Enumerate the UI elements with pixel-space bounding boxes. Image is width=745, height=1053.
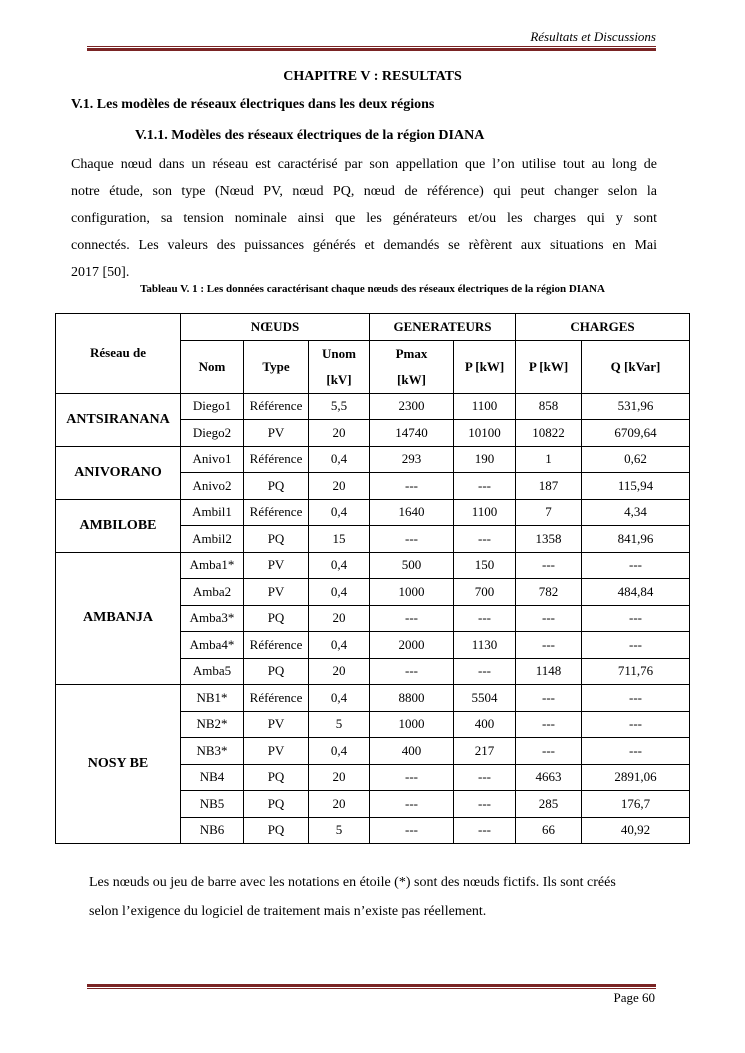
cell-type: PQ [244,658,309,685]
cell-unom: 0,4 [309,632,370,659]
chapter-title: CHAPITRE V : RESULTATS [283,69,462,84]
cell-q-load: 176,7 [582,791,690,818]
cell-type: PQ [244,526,309,553]
cell-p-load: --- [516,605,582,632]
paragraph-line: configuration, sa tension nominale ainsi que les générateurs et/ou les charges qui y sont [71,211,657,226]
cell-p-load: 187 [516,473,582,500]
cell-q-load: 115,94 [582,473,690,500]
cell-type: PV [244,738,309,765]
section-title: V.1. Les modèles de réseaux électriques dans les deux régions [71,97,435,112]
header-rule-thick [87,48,656,51]
cell-q-load: 0,62 [582,446,690,473]
cell-p-load: 285 [516,791,582,818]
cell-p-gen: 1100 [454,393,516,420]
cell-unom: 0,4 [309,685,370,712]
header-p-gen: P [kW] [454,340,516,393]
cell-nom: Anivo1 [181,446,244,473]
cell-unom: 20 [309,420,370,447]
cell-p-gen: 150 [454,552,516,579]
cell-unom: 0,4 [309,552,370,579]
table-row [56,685,690,712]
header-generateurs: GENERATEURS [370,314,516,341]
header-unom-unit: [kV] [326,371,352,387]
cell-q-load: 40,92 [582,817,690,844]
network-data-table [55,313,690,844]
cell-p-gen: 700 [454,579,516,606]
cell-unom: 5,5 [309,393,370,420]
cell-unom: 0,4 [309,499,370,526]
cell-nom: NB1* [181,685,244,712]
table-caption: Tableau V. 1 : Les données caractérisant chaque nœuds des réseaux électriques de la région DIANA [140,283,605,295]
header-noeuds: NŒUDS [181,314,370,341]
cell-pmax: 400 [370,738,454,765]
cell-q-load: --- [582,738,690,765]
cell-pmax: 14740 [370,420,454,447]
cell-unom: 0,4 [309,579,370,606]
table-row [56,499,690,526]
table-row [56,552,690,579]
header-pmax-label: Pmax [395,345,428,361]
cell-q-load: 6709,64 [582,420,690,447]
paragraph-line: 2017 [50]. [71,265,130,280]
cell-q-load: --- [582,552,690,579]
header-charges: CHARGES [516,314,690,341]
cell-p-gen: --- [454,658,516,685]
header-nom: Nom [181,340,244,393]
cell-type: Référence [244,393,309,420]
cell-pmax: 1000 [370,711,454,738]
table-row [56,446,690,473]
cell-type: PV [244,420,309,447]
paragraph-line: Chaque nœud dans un réseau est caractérisé par son appellation que l’on utilise tout au long de [71,157,657,172]
cell-type: PQ [244,791,309,818]
cell-pmax: 1000 [370,579,454,606]
table-body [56,393,690,844]
cell-p-load: 1358 [516,526,582,553]
cell-p-load: 10822 [516,420,582,447]
cell-pmax: --- [370,658,454,685]
cell-unom: 20 [309,764,370,791]
cell-p-load: --- [516,711,582,738]
cell-nom: Amba3* [181,605,244,632]
cell-p-load: 1 [516,446,582,473]
cell-type: Référence [244,499,309,526]
cell-p-gen: --- [454,526,516,553]
cell-q-load: 484,84 [582,579,690,606]
cell-p-gen: 1100 [454,499,516,526]
page-number: Page 60 [613,990,655,1005]
cell-pmax: 2000 [370,632,454,659]
cell-nom: Ambil1 [181,499,244,526]
cell-p-load: 858 [516,393,582,420]
cell-type: PV [244,711,309,738]
cell-p-gen: 217 [454,738,516,765]
cell-p-gen: --- [454,817,516,844]
cell-q-load: --- [582,711,690,738]
cell-type: Référence [244,446,309,473]
cell-p-load: 7 [516,499,582,526]
footnote-paragraph [89,868,657,926]
region-name: NOSY BE [56,685,181,844]
cell-unom: 0,4 [309,738,370,765]
cell-p-load: 4663 [516,764,582,791]
cell-nom: NB3* [181,738,244,765]
cell-nom: NB4 [181,764,244,791]
cell-p-gen: --- [454,764,516,791]
cell-type: Référence [244,685,309,712]
cell-p-gen: 5504 [454,685,516,712]
cell-p-load: 1148 [516,658,582,685]
subsection-title: V.1.1. Modèles des réseaux électriques de la région DIANA [135,128,485,143]
cell-type: PQ [244,473,309,500]
cell-type: PQ [244,817,309,844]
cell-pmax: --- [370,473,454,500]
cell-unom: 20 [309,473,370,500]
cell-p-gen: 190 [454,446,516,473]
header-unom [309,340,370,393]
cell-type: PV [244,552,309,579]
intro-paragraph [71,151,657,286]
cell-type: PQ [244,605,309,632]
cell-unom: 0,4 [309,446,370,473]
cell-q-load: --- [582,632,690,659]
header-type: Type [244,340,309,393]
region-name: ANTSIRANANA [56,393,181,446]
cell-pmax: --- [370,605,454,632]
cell-nom: Ambil2 [181,526,244,553]
header-reseau: Réseau de [56,314,181,394]
cell-pmax: --- [370,817,454,844]
region-name: AMBANJA [56,552,181,685]
cell-p-gen: --- [454,473,516,500]
cell-nom: Diego2 [181,420,244,447]
header-pmax-unit: [kW] [397,371,426,387]
cell-pmax: 2300 [370,393,454,420]
note-line: Les nœuds ou jeu de barre avec les notations en étoile (*) sont des nœuds fictifs. Ils sont créés [89,875,616,890]
cell-nom: Amba5 [181,658,244,685]
cell-p-gen: 1130 [454,632,516,659]
header-rule-thin [87,46,656,47]
cell-nom: Amba1* [181,552,244,579]
cell-p-load: 782 [516,579,582,606]
cell-pmax: --- [370,764,454,791]
header-p-load: P [kW] [516,340,582,393]
cell-nom: NB5 [181,791,244,818]
region-name: AMBILOBE [56,499,181,552]
cell-p-load: --- [516,632,582,659]
cell-q-load: 841,96 [582,526,690,553]
cell-unom: 15 [309,526,370,553]
cell-p-gen: 10100 [454,420,516,447]
cell-unom: 20 [309,791,370,818]
cell-p-load: --- [516,685,582,712]
cell-nom: Amba4* [181,632,244,659]
header-q-load: Q [kVar] [582,340,690,393]
cell-p-gen: 400 [454,711,516,738]
cell-q-load: 531,96 [582,393,690,420]
cell-p-gen: --- [454,605,516,632]
cell-q-load: 2891,06 [582,764,690,791]
cell-nom: Amba2 [181,579,244,606]
cell-pmax: 500 [370,552,454,579]
cell-pmax: 1640 [370,499,454,526]
cell-p-load: --- [516,738,582,765]
cell-nom: NB2* [181,711,244,738]
cell-type: Référence [244,632,309,659]
paragraph-line: connectés. Les valeurs des puissances générés et demandés se rèfèrent aux situations en Mai [71,238,657,253]
cell-type: PQ [244,764,309,791]
cell-p-load: --- [516,552,582,579]
cell-pmax: --- [370,526,454,553]
cell-q-load: 4,34 [582,499,690,526]
footer-rule-thick [87,984,656,987]
cell-pmax: 293 [370,446,454,473]
cell-p-gen: --- [454,791,516,818]
note-line: selon l’exigence du logiciel de traitement mais n’existe pas réellement. [89,904,487,919]
cell-unom: 5 [309,817,370,844]
cell-unom: 20 [309,658,370,685]
cell-q-load: --- [582,685,690,712]
cell-q-load: 711,76 [582,658,690,685]
cell-pmax: --- [370,791,454,818]
footer-rule-thin [87,988,656,989]
cell-unom: 20 [309,605,370,632]
cell-p-load: 66 [516,817,582,844]
cell-pmax: 8800 [370,685,454,712]
cell-q-load: --- [582,605,690,632]
cell-unom: 5 [309,711,370,738]
header-unom-label: Unom [322,345,356,361]
cell-nom: Anivo2 [181,473,244,500]
region-name: ANIVORANO [56,446,181,499]
paragraph-line: notre étude, son type (Nœud PV, nœud PQ, nœud de référence) qui peut changer selon la [71,184,657,199]
cell-type: PV [244,579,309,606]
cell-nom: NB6 [181,817,244,844]
header-pmax [370,340,454,393]
running-header: Résultats et Discussions [530,29,656,44]
table-row [56,393,690,420]
cell-nom: Diego1 [181,393,244,420]
